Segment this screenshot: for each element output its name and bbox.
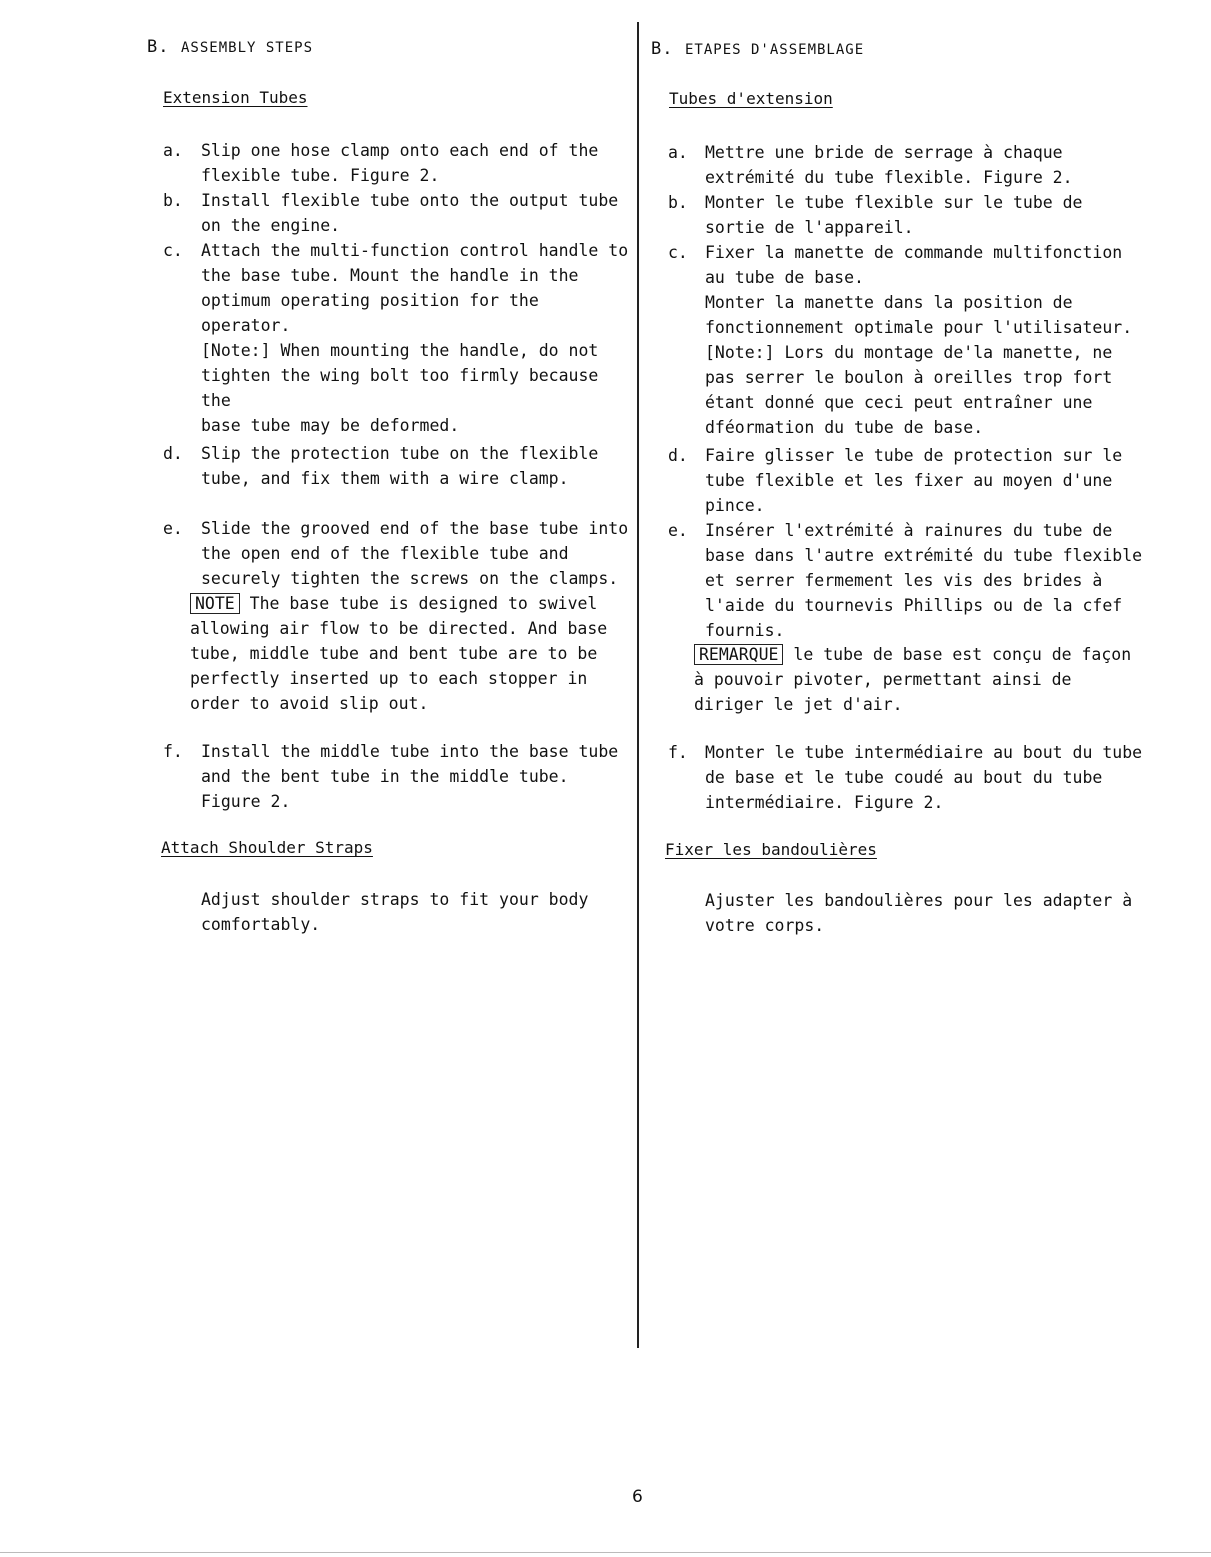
item-letter: f. (668, 743, 688, 762)
item-letter: b. (668, 193, 688, 212)
subsection-title-extension-tubes: Extension Tubes (163, 88, 308, 107)
item-letter: f. (163, 742, 183, 761)
subsection-title-shoulder-straps: Fixer les bandoulières (665, 840, 877, 859)
straps-text: Ajuster les bandoulières pour les adapter à votre corps. (705, 891, 1133, 935)
page-number: 6 (632, 1487, 643, 1507)
note-text: The base tube is designed to swivel allowing air flow to be directed. And base tube, middle tube and bent tube are to be perfectly inserted up to each stopper in order to avoid slip out. (190, 594, 608, 713)
section-number: B. (147, 37, 170, 57)
column-divider (637, 22, 639, 1348)
section-heading (147, 37, 313, 57)
note-text: le tube de base est conçu de façon à pouvoir pivoter, permettant ainsi de diriger le jet d'air. (694, 645, 1132, 714)
item-text: Faire glisser le tube de protection sur le tube flexible et les fixer au moyen d'une pince. (705, 446, 1123, 515)
item-text: Slip the protection tube on the flexible tube, and fix them with a wire clamp. (201, 444, 599, 488)
section-heading (651, 39, 864, 59)
item-text: Monter le tube flexible sur le tube de sortie de l'appareil. (705, 193, 1083, 237)
item-letter: c. (163, 241, 183, 260)
item-text: Insérer l'extrémité à rainures du tube de base dans l'autre extrémité du tube flexible et serrer fermement les vis des brides à l'aide du tournevis Phillips ou de la cfef fournis. (705, 521, 1143, 640)
item-text: Fixer la manette de commande multifonction au tube de base. Monter la manette dans la position de fonctionnement optimale pour l'utilisateur. [Note:] Lors du montage de'la manette, ne pas serrer le boulon à oreilles trop fort étant donné que ceci peut entraîner une dféormation du tube de base. (705, 243, 1133, 437)
bottom-rule (0, 1552, 1211, 1553)
item-letter: d. (668, 446, 688, 465)
item-letter: c. (668, 243, 688, 262)
item-text: Slip one hose clamp onto each end of the flexible tube. Figure 2. (201, 141, 599, 185)
item-text: Monter le tube intermédiaire au bout du tube de base et le tube coudé au bout du tube intermédiaire. Figure 2. (705, 743, 1143, 812)
note-label: NOTE (190, 593, 240, 614)
item-letter: b. (163, 191, 183, 210)
item-letter: d. (163, 444, 183, 463)
item-letter: a. (163, 141, 183, 160)
subsection-title-extension-tubes: Tubes d'extension (669, 89, 833, 108)
item-letter: e. (163, 519, 183, 538)
item-text: Slide the grooved end of the base tube into the open end of the flexible tube and securely tighten the screws on the clamps. (201, 519, 629, 588)
subsection-title-shoulder-straps: Attach Shoulder Straps (161, 838, 373, 857)
section-number: B. (651, 39, 674, 59)
item-text: Mettre une bride de serrage à chaque extrémité du tube flexible. Figure 2. (705, 143, 1073, 187)
item-text: Install flexible tube onto the output tube on the engine. (201, 191, 619, 235)
item-letter: e. (668, 521, 688, 540)
section-title: ETAPES D'ASSEMBLAGE (685, 42, 865, 58)
section-title: ASSEMBLY STEPS (181, 40, 314, 56)
item-text: Attach the multi-function control handle to the base tube. Mount the handle in the optimum operating position for the operator. [Note:] When mounting the handle, do not tighten the wing bolt too firmly because the base tube may be deformed. (201, 241, 629, 435)
item-letter: a. (668, 143, 688, 162)
note-label: REMARQUE (694, 644, 783, 665)
straps-text: Adjust shoulder straps to fit your body comfortably. (201, 890, 589, 934)
item-text: Install the middle tube into the base tube and the bent tube in the middle tube. Figure 2. (201, 742, 619, 811)
